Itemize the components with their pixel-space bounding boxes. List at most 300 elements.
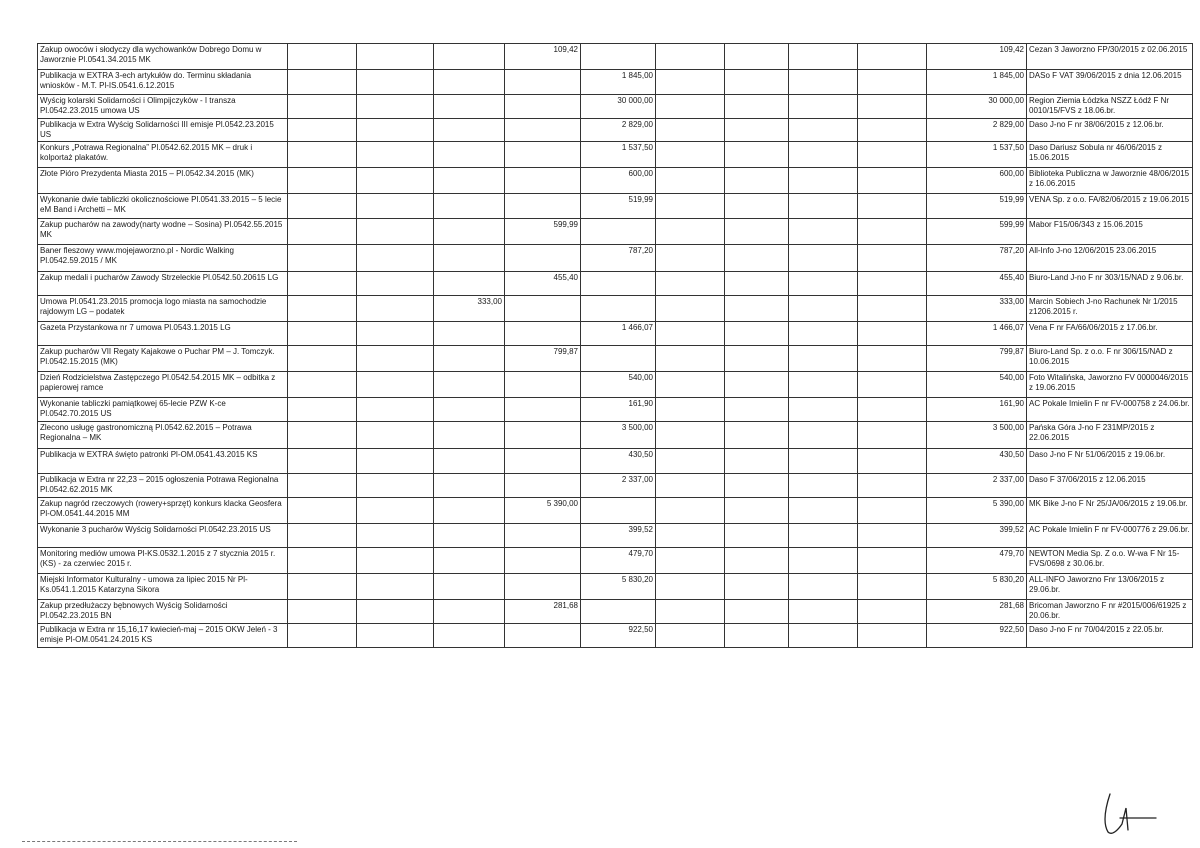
empty-cell <box>725 95 789 119</box>
empty-cell <box>357 322 434 346</box>
amount-cell <box>581 44 656 70</box>
amount-cell <box>505 168 581 194</box>
empty-cell <box>656 398 725 422</box>
empty-cell <box>789 574 858 600</box>
empty-cell <box>357 449 434 474</box>
empty-cell <box>357 372 434 398</box>
empty-cell <box>357 44 434 70</box>
empty-cell <box>789 624 858 648</box>
amount-cell <box>505 422 581 449</box>
description-cell: Umowa Pl.0541.23.2015 promocja logo miasta na samochodzie rajdowym LG – podatek <box>38 296 288 322</box>
empty-cell <box>725 524 789 548</box>
empty-cell <box>789 219 858 245</box>
empty-cell <box>357 574 434 600</box>
description-cell: Zakup pucharów VII Regaty Kajakowe o Puchar PM – J. Tomczyk. Pl.0542.15.2015 (MK) <box>38 346 288 372</box>
description-cell: Miejski Informator Kulturalny - umowa za lipiec 2015 Nr Pl-Ks.0541.1.2015 Katarzyna Sikora <box>38 574 288 600</box>
invoice-cell: Bricoman Jaworzno F nr #2015/006/61925 z 20.06.br. <box>1027 600 1193 624</box>
empty-cell <box>725 474 789 498</box>
total-cell: 30 000,00 <box>927 95 1027 119</box>
table-row <box>38 574 1193 600</box>
empty-cell <box>656 119 725 142</box>
empty-cell <box>725 574 789 600</box>
empty-cell <box>858 119 927 142</box>
empty-cell <box>858 524 927 548</box>
amount-cell <box>505 70 581 95</box>
total-cell: 600,00 <box>927 168 1027 194</box>
amount-cell <box>434 524 505 548</box>
empty-cell <box>789 498 858 524</box>
amount-cell <box>505 322 581 346</box>
table-row <box>38 422 1193 449</box>
empty-cell <box>725 498 789 524</box>
empty-cell <box>725 168 789 194</box>
empty-cell <box>858 322 927 346</box>
empty-cell <box>858 574 927 600</box>
empty-cell <box>789 474 858 498</box>
table-row <box>38 119 1193 142</box>
empty-cell <box>789 398 858 422</box>
empty-cell <box>789 168 858 194</box>
table-row <box>38 142 1193 168</box>
amount-cell: 5 830,20 <box>581 574 656 600</box>
empty-cell <box>357 296 434 322</box>
empty-cell <box>656 498 725 524</box>
invoice-cell: Biuro-Land Sp. z o.o. F nr 306/15/NAD z 10.06.2015 <box>1027 346 1193 372</box>
empty-cell <box>288 398 357 422</box>
empty-cell <box>357 95 434 119</box>
empty-cell <box>858 95 927 119</box>
amount-cell: 455,40 <box>505 272 581 296</box>
invoice-cell: Biblioteka Publiczna w Jaworznie 48/06/2015 z 16.06.2015 <box>1027 168 1193 194</box>
empty-cell <box>357 600 434 624</box>
empty-cell <box>288 624 357 648</box>
empty-cell <box>288 296 357 322</box>
amount-cell <box>434 272 505 296</box>
invoice-cell: VENA Sp. z o.o. FA/82/06/2015 z 19.06.2015 <box>1027 194 1193 219</box>
empty-cell <box>789 449 858 474</box>
empty-cell <box>357 168 434 194</box>
empty-cell <box>357 548 434 574</box>
amount-cell: 161,90 <box>581 398 656 422</box>
empty-cell <box>858 142 927 168</box>
empty-cell <box>656 548 725 574</box>
empty-cell <box>725 346 789 372</box>
total-cell: 1 537,50 <box>927 142 1027 168</box>
total-cell: 2 337,00 <box>927 474 1027 498</box>
empty-cell <box>789 245 858 272</box>
invoice-cell: Daso J-no F nr 38/06/2015 z 12.06.br. <box>1027 119 1193 142</box>
empty-cell <box>789 296 858 322</box>
amount-cell <box>505 474 581 498</box>
empty-cell <box>858 474 927 498</box>
empty-cell <box>789 346 858 372</box>
table-row <box>38 219 1193 245</box>
handwritten-signature <box>1098 792 1158 837</box>
empty-cell <box>288 548 357 574</box>
table-row <box>38 194 1193 219</box>
amount-cell <box>581 296 656 322</box>
empty-cell <box>656 372 725 398</box>
invoice-cell: Daso J-no F Nr 51/06/2015 z 19.06.br. <box>1027 449 1193 474</box>
description-cell: Wykonanie 3 pucharów Wyścig Solidarności Pl.0542.23.2015 US <box>38 524 288 548</box>
empty-cell <box>789 142 858 168</box>
empty-cell <box>288 422 357 449</box>
empty-cell <box>656 524 725 548</box>
empty-cell <box>725 398 789 422</box>
empty-cell <box>725 245 789 272</box>
invoice-cell: Vena F nr FA/66/06/2015 z 17.06.br. <box>1027 322 1193 346</box>
table-row <box>38 70 1193 95</box>
amount-cell <box>581 498 656 524</box>
invoice-cell: Mabor F15/06/343 z 15.06.2015 <box>1027 219 1193 245</box>
description-cell: Konkurs „Potrawa Regionalna” Pl.0542.62.2015 MK – druk i kolportaż plakatów. <box>38 142 288 168</box>
empty-cell <box>288 194 357 219</box>
empty-cell <box>357 524 434 548</box>
total-cell: 399,52 <box>927 524 1027 548</box>
table-row <box>38 449 1193 474</box>
empty-cell <box>725 449 789 474</box>
description-cell: Gazeta Przystankowa nr 7 umowa Pl.0543.1.2015 LG <box>38 322 288 346</box>
empty-cell <box>288 372 357 398</box>
total-cell: 519,99 <box>927 194 1027 219</box>
empty-cell <box>725 272 789 296</box>
amount-cell <box>505 296 581 322</box>
invoice-cell: All-Info J-no 12/06/2015 23.06.2015 <box>1027 245 1193 272</box>
empty-cell <box>357 119 434 142</box>
empty-cell <box>789 600 858 624</box>
table-row <box>38 624 1193 648</box>
amount-cell: 600,00 <box>581 168 656 194</box>
amount-cell: 479,70 <box>581 548 656 574</box>
amount-cell <box>434 119 505 142</box>
amount-cell: 30 000,00 <box>581 95 656 119</box>
empty-cell <box>858 219 927 245</box>
empty-cell <box>789 119 858 142</box>
empty-cell <box>858 245 927 272</box>
amount-cell <box>581 600 656 624</box>
expenses-table <box>37 43 1193 648</box>
description-cell: Baner fleszowy www.mojejaworzno.pl - Nordic Walking Pl.0542.59.2015 / MK <box>38 245 288 272</box>
empty-cell <box>656 346 725 372</box>
empty-cell <box>288 245 357 272</box>
amount-cell <box>434 498 505 524</box>
amount-cell <box>505 372 581 398</box>
table-row <box>38 95 1193 119</box>
empty-cell <box>789 70 858 95</box>
amount-cell <box>434 245 505 272</box>
table-row <box>38 44 1193 70</box>
total-cell: 5 830,20 <box>927 574 1027 600</box>
amount-cell <box>434 95 505 119</box>
empty-cell <box>725 219 789 245</box>
invoice-cell: Daso J-no F nr 70/04/2015 z 22.05.br. <box>1027 624 1193 648</box>
empty-cell <box>789 372 858 398</box>
amount-cell: 281,68 <box>505 600 581 624</box>
empty-cell <box>288 219 357 245</box>
amount-cell: 922,50 <box>581 624 656 648</box>
description-cell: Publikacja w EXTRA 3-ech artykułów do. Terminu składania wniosków - M.T. Pl-IS.0541.6.12.2015 <box>38 70 288 95</box>
amount-cell <box>505 245 581 272</box>
table-row <box>38 346 1193 372</box>
empty-cell <box>789 322 858 346</box>
table-row <box>38 372 1193 398</box>
empty-cell <box>858 346 927 372</box>
empty-cell <box>858 422 927 449</box>
amount-cell <box>434 624 505 648</box>
description-cell: Dzień Rodzicielstwa Zastępczego Pl.0542.54.2015 MK – odbitka z papierowej ramce <box>38 372 288 398</box>
invoice-cell: DASo F VAT 39/06/2015 z dnia 12.06.2015 <box>1027 70 1193 95</box>
invoice-cell: Marcin Sobiech J-no Rachunek Nr 1/2015 z1206.2015 r. <box>1027 296 1193 322</box>
invoice-cell: Region Ziemia Łódzka NSZZ Łódź F Nr 0010/15/FVS z 18.06.br. <box>1027 95 1193 119</box>
empty-cell <box>288 498 357 524</box>
empty-cell <box>357 498 434 524</box>
empty-cell <box>357 70 434 95</box>
empty-cell <box>357 219 434 245</box>
description-cell: Publikacja w Extra Wyścig Solidarności III emisje Pl.0542.23.2015 US <box>38 119 288 142</box>
empty-cell <box>725 44 789 70</box>
amount-cell: 430,50 <box>581 449 656 474</box>
amount-cell: 333,00 <box>434 296 505 322</box>
total-cell: 2 829,00 <box>927 119 1027 142</box>
empty-cell <box>789 272 858 296</box>
description-cell: Zakup nagród rzeczowych (rowery+sprzęt) konkurs klacka Geosfera Pl-OM.0541.44.2015 MM <box>38 498 288 524</box>
empty-cell <box>357 272 434 296</box>
empty-cell <box>288 44 357 70</box>
total-cell: 5 390,00 <box>927 498 1027 524</box>
empty-cell <box>357 398 434 422</box>
empty-cell <box>357 624 434 648</box>
amount-cell <box>505 119 581 142</box>
table-row <box>38 245 1193 272</box>
empty-cell <box>725 548 789 574</box>
amount-cell <box>581 219 656 245</box>
empty-cell <box>858 449 927 474</box>
empty-cell <box>357 194 434 219</box>
description-cell: Wykonanie tabliczki pamiątkowej 65-lecie PZW K-ce Pl.0542.70.2015 US <box>38 398 288 422</box>
total-cell: 333,00 <box>927 296 1027 322</box>
amount-cell <box>505 574 581 600</box>
amount-cell <box>505 624 581 648</box>
amount-cell <box>434 219 505 245</box>
empty-cell <box>656 70 725 95</box>
empty-cell <box>288 142 357 168</box>
amount-cell <box>581 346 656 372</box>
total-cell: 1 466,07 <box>927 322 1027 346</box>
total-cell: 799,87 <box>927 346 1027 372</box>
empty-cell <box>288 474 357 498</box>
empty-cell <box>288 70 357 95</box>
empty-cell <box>357 346 434 372</box>
empty-cell <box>789 422 858 449</box>
amount-cell <box>434 44 505 70</box>
amount-cell: 2 829,00 <box>581 119 656 142</box>
page-bottom-line <box>22 841 297 842</box>
amount-cell <box>434 574 505 600</box>
description-cell: Złote Pióro Prezydenta Miasta 2015 – Pl.0542.34.2015 (MK) <box>38 168 288 194</box>
amount-cell <box>434 372 505 398</box>
empty-cell <box>656 44 725 70</box>
empty-cell <box>288 574 357 600</box>
amount-cell: 787,20 <box>581 245 656 272</box>
empty-cell <box>858 194 927 219</box>
empty-cell <box>656 474 725 498</box>
amount-cell: 5 390,00 <box>505 498 581 524</box>
empty-cell <box>725 322 789 346</box>
empty-cell <box>288 600 357 624</box>
empty-cell <box>858 70 927 95</box>
empty-cell <box>656 168 725 194</box>
amount-cell: 540,00 <box>581 372 656 398</box>
empty-cell <box>725 194 789 219</box>
amount-cell <box>434 70 505 95</box>
empty-cell <box>656 272 725 296</box>
empty-cell <box>656 194 725 219</box>
invoice-cell: NEWTON Media Sp. Z o.o. W-wa F Nr 15-FVS/0698 z 30.06.br. <box>1027 548 1193 574</box>
invoice-cell: ALL-INFO Jaworzno Fnr 13/06/2015 z 29.06.br. <box>1027 574 1193 600</box>
empty-cell <box>288 346 357 372</box>
empty-cell <box>656 422 725 449</box>
amount-cell <box>434 548 505 574</box>
empty-cell <box>858 548 927 574</box>
description-cell: Wyścig kolarski Solidarności i Olimpijczyków - I transza Pl.0542.23.2015 umowa US <box>38 95 288 119</box>
empty-cell <box>858 398 927 422</box>
total-cell: 455,40 <box>927 272 1027 296</box>
empty-cell <box>656 449 725 474</box>
empty-cell <box>288 449 357 474</box>
invoice-cell: AC Pokale Imielin F nr FV-000776 z 29.06.br. <box>1027 524 1193 548</box>
amount-cell <box>434 600 505 624</box>
description-cell: Zakup pucharów na zawody(narty wodne – Sosina) Pl.0542.55.2015 MK <box>38 219 288 245</box>
amount-cell <box>505 142 581 168</box>
invoice-cell: Daso Dariusz Sobula nr 46/06/2015 z 15.06.2015 <box>1027 142 1193 168</box>
description-cell: Zakup owoców i słodyczy dla wychowanków Dobrego Domu w Jaworznie Pl.0541.34.2015 MK <box>38 44 288 70</box>
invoice-cell: MK Bike J-no F Nr 25/JA/06/2015 z 19.06.br. <box>1027 498 1193 524</box>
empty-cell <box>656 296 725 322</box>
amount-cell: 1 845,00 <box>581 70 656 95</box>
amount-cell <box>434 168 505 194</box>
empty-cell <box>357 422 434 449</box>
description-cell: Monitoring mediów umowa Pl-KS.0532.1.2015 z 7 stycznia 2015 r. (KS) - za czerwiec 2015 r. <box>38 548 288 574</box>
empty-cell <box>858 498 927 524</box>
amount-cell: 519,99 <box>581 194 656 219</box>
empty-cell <box>725 422 789 449</box>
total-cell: 479,70 <box>927 548 1027 574</box>
amount-cell <box>581 272 656 296</box>
description-cell: Wykonanie dwie tabliczki okolicznościowe Pl.0541.33.2015 – 5 lecie eM Band i Archetti – MK <box>38 194 288 219</box>
empty-cell <box>725 70 789 95</box>
empty-cell <box>725 372 789 398</box>
empty-cell <box>789 194 858 219</box>
table-row <box>38 498 1193 524</box>
total-cell: 281,68 <box>927 600 1027 624</box>
amount-cell <box>505 194 581 219</box>
description-cell: Publikacja w Extra nr 15,16,17 kwiecień-maj – 2015 OKW Jeleń - 3 emisje Pl-OM.0541.24.2015 KS <box>38 624 288 648</box>
empty-cell <box>288 524 357 548</box>
amount-cell: 599,99 <box>505 219 581 245</box>
amount-cell <box>434 474 505 498</box>
empty-cell <box>288 272 357 296</box>
empty-cell <box>725 119 789 142</box>
total-cell: 787,20 <box>927 245 1027 272</box>
empty-cell <box>858 372 927 398</box>
table-row <box>38 272 1193 296</box>
amount-cell <box>505 95 581 119</box>
amount-cell: 3 500,00 <box>581 422 656 449</box>
description-cell: Zlecono usługę gastronomiczną Pl.0542.62.2015 – Potrawa Regionalna – MK <box>38 422 288 449</box>
empty-cell <box>288 168 357 194</box>
amount-cell: 109,42 <box>505 44 581 70</box>
empty-cell <box>288 322 357 346</box>
invoice-cell: Daso F 37/06/2015 z 12.06.2015 <box>1027 474 1193 498</box>
amount-cell <box>434 449 505 474</box>
table-row <box>38 296 1193 322</box>
total-cell: 109,42 <box>927 44 1027 70</box>
amount-cell: 799,87 <box>505 346 581 372</box>
total-cell: 922,50 <box>927 624 1027 648</box>
amount-cell: 1 537,50 <box>581 142 656 168</box>
invoice-cell: Biuro-Land J-no F nr 303/15/NAD z 9.06.br. <box>1027 272 1193 296</box>
empty-cell <box>288 119 357 142</box>
empty-cell <box>656 95 725 119</box>
amount-cell <box>505 398 581 422</box>
empty-cell <box>357 474 434 498</box>
amount-cell: 2 337,00 <box>581 474 656 498</box>
total-cell: 161,90 <box>927 398 1027 422</box>
table-row <box>38 322 1193 346</box>
table-row <box>38 548 1193 574</box>
invoice-cell: Pańska Góra J-no F 231MP/2015 z 22.06.2015 <box>1027 422 1193 449</box>
empty-cell <box>656 322 725 346</box>
empty-cell <box>357 142 434 168</box>
empty-cell <box>789 524 858 548</box>
empty-cell <box>725 600 789 624</box>
amount-cell <box>434 422 505 449</box>
table-row <box>38 474 1193 498</box>
invoice-cell: Cezan 3 Jaworzno FP/30/2015 z 02.06.2015 <box>1027 44 1193 70</box>
empty-cell <box>789 44 858 70</box>
empty-cell <box>725 624 789 648</box>
table-body <box>38 44 1193 648</box>
amount-cell <box>434 398 505 422</box>
total-cell: 1 845,00 <box>927 70 1027 95</box>
empty-cell <box>656 219 725 245</box>
amount-cell: 399,52 <box>581 524 656 548</box>
empty-cell <box>656 245 725 272</box>
empty-cell <box>858 168 927 194</box>
amount-cell <box>434 346 505 372</box>
total-cell: 599,99 <box>927 219 1027 245</box>
empty-cell <box>789 548 858 574</box>
description-cell: Publikacja w EXTRA święto patronki Pl-OM.0541.43.2015 KS <box>38 449 288 474</box>
empty-cell <box>725 296 789 322</box>
amount-cell <box>434 142 505 168</box>
empty-cell <box>656 600 725 624</box>
description-cell: Zakup medali i pucharów Zawody Strzeleckie Pl.0542.50.20615 LG <box>38 272 288 296</box>
empty-cell <box>858 296 927 322</box>
amount-cell <box>434 194 505 219</box>
empty-cell <box>656 624 725 648</box>
empty-cell <box>656 142 725 168</box>
empty-cell <box>288 95 357 119</box>
table-row <box>38 600 1193 624</box>
empty-cell <box>858 44 927 70</box>
table-row <box>38 168 1193 194</box>
amount-cell <box>505 524 581 548</box>
table-row <box>38 398 1193 422</box>
empty-cell <box>656 574 725 600</box>
amount-cell <box>505 548 581 574</box>
total-cell: 3 500,00 <box>927 422 1027 449</box>
